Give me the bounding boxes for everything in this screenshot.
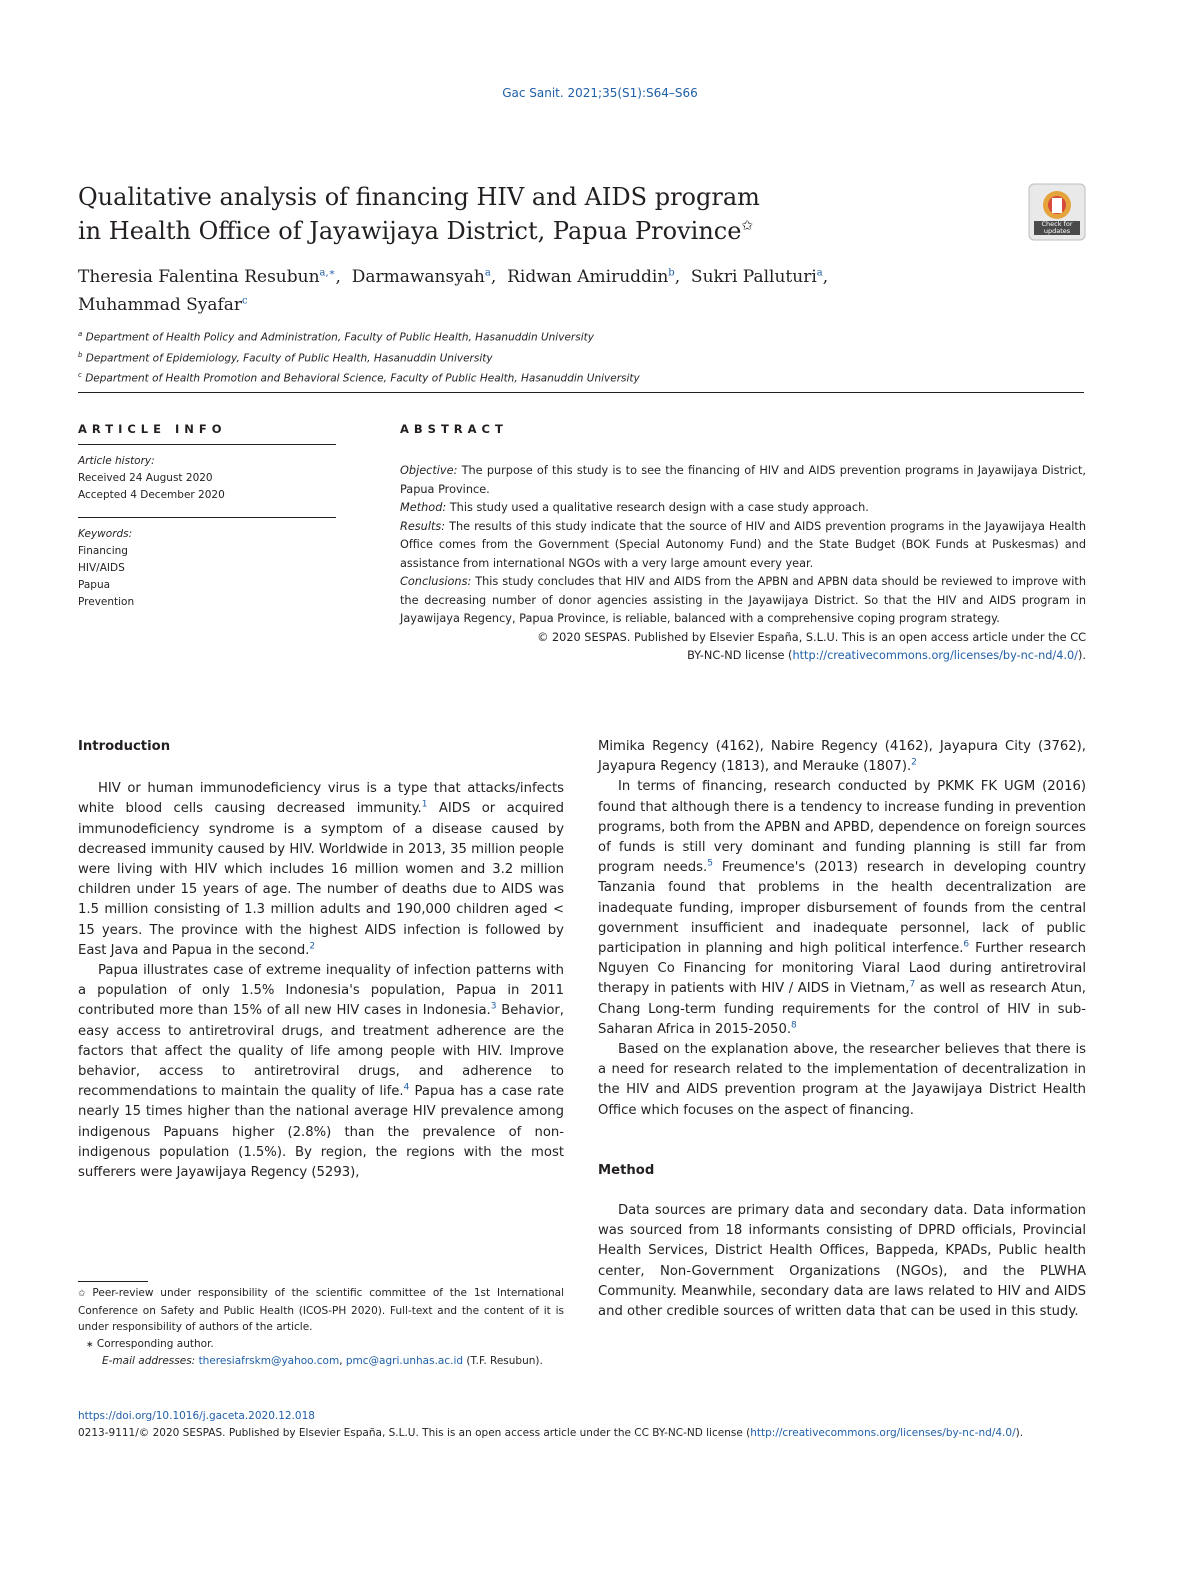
abstract-results: Results: The results of this study indicate that the source of HIV and AIDS prevention programs in the Jayawijaya Health Office comes from the Government (Special Autonomy Fund) and the State Budget (BOK Funds at Puskesmas) and assistance from international NGOs with a very large amount every year. <box>400 519 1086 570</box>
intro-paragraph-2-continued: Mimika Regency (4162), Nabire Regency (4162), Jayapura City (3762), Jayapura Regency (1813), and Merauke (1807).$^2$ <box>598 739 1086 775</box>
keywords <box>78 526 336 611</box>
affiliations <box>78 326 1078 388</box>
article-info-panel <box>78 422 336 611</box>
keywords-divider <box>78 517 336 518</box>
abstract-heading: ABSTRACT <box>400 422 508 436</box>
title-block <box>78 180 998 248</box>
header-divider <box>78 392 1084 393</box>
abstract-panel <box>400 422 1086 666</box>
affiliation-a: $^a$ Department of Health Policy and Administration, Faculty of Public Health, Hasanuddin University <box>78 330 594 344</box>
method-heading: Method <box>598 1162 655 1178</box>
footer-license-link[interactable]: http://creativecommons.org/licenses/by-nc-nd/4.0/ <box>750 1426 1016 1439</box>
accepted-date: Accepted 4 December 2020 <box>78 489 225 501</box>
email-link-2[interactable]: pmc@agri.unhas.ac.id <box>345 1355 464 1367</box>
abstract-objective: Objective: The purpose of this study is to see the financing of HIV and AIDS prevention programs in Jayawijaya District, Papua Province. <box>400 464 1086 496</box>
abstract-method: Method: This study used a qualitative research design with a case study approach. <box>400 501 869 514</box>
citation-link[interactable]: 7 <box>909 980 916 991</box>
article-history <box>78 453 336 504</box>
journal-reference[interactable]: Gac Sanit. 2021;35(S1):S64–S66 <box>502 86 698 100</box>
keyword-item: Financing <box>78 545 128 557</box>
page-footer <box>78 1408 1086 1441</box>
article-info-heading: ARTICLE INFO <box>78 422 227 436</box>
title-line-2: in Health Office of Jayawijaya District, Papua Province <box>78 217 742 245</box>
keyword-item: Prevention <box>78 596 135 608</box>
citation-link[interactable]: 8 <box>791 1020 797 1031</box>
title-line-1: Qualitative analysis of financing HIV and AIDS program <box>78 183 760 211</box>
history-label: Article history: <box>78 455 155 467</box>
paper-title <box>78 180 998 248</box>
license-link[interactable]: http://creativecommons.org/licenses/by-nc-nd/4.0/ <box>792 649 1078 662</box>
footnote-corresponding: ∗ Corresponding author. <box>86 1337 214 1350</box>
citation-link[interactable]: 1 <box>421 800 428 811</box>
citation-link[interactable]: 5 <box>707 858 713 869</box>
crossmark-label: Check for updates <box>1041 220 1073 235</box>
author-4[interactable]: Sukri Palluturi$^a$, <box>690 267 829 287</box>
intro-paragraph-3: In terms of financing, research conducted by PKMK FK UGM (2016) found that although there is a tendency to increase funding in prevention programs, both from the APBN and APBD, dependence on foreign sources of funds is still very dominant and funding planning is still far from program needs.$^5$ Freumence's (2013) research in developing country Tanzania found that problems in the health decentralization are inadequate funding, improper disbursement of founds from the central government insufficient and inadequate personnel, lack of public participation in planning and high political interfence.$^6$ Further research Nguyen Co Financing for monitoring Viaral Laod during antiretroviral therapy in patients with HIV / AIDS in Vietnam,$^7$ as well as research Atun, Chang Long-term funding requirements for the control of HIV in sub-Saharan Africa in 2015-2050.$^8$ <box>598 779 1086 1037</box>
citation-link[interactable]: 2 <box>911 757 917 768</box>
received-date: Received 24 August 2020 <box>78 472 213 484</box>
citation-link[interactable]: 4 <box>403 1082 410 1093</box>
abstract-conclusions: Conclusions: This study concludes that HIV and AIDS from the APBN and APBN data should be reviewed to improve with the decreasing number of donor agencies assisting in the Jayawijaya District. So that the HIV and AIDS program in Jayawijaya Regency, Papua Province, is reliable, balanced with a comprehensive coping program strategy. <box>400 575 1087 625</box>
intro-paragraph-1: HIV or human immunodeficiency virus is a type that attacks/infects white blood cells causing decreased immunity.$^1$ AIDS or acquired immunodeficiency syndrome is a symptom of a disease caused by decreased immunity caused by HIV. Worldwide in 2013, 35 million people were living with HIV which includes 16 million women and 3.2 million children under 15 years of age. The number of deaths due to AIDS was 1.5 million consisting of 1.3 million adults and 190,000 children aged < 15 years. The province with the highest AIDS infection is followed by East Java and Papua in the second.$^2$ <box>78 781 564 958</box>
keyword-item: HIV/AIDS <box>78 562 125 574</box>
abstract-body <box>400 462 1086 666</box>
keywords-label: Keywords: <box>78 528 133 540</box>
author-2[interactable]: Darmawansyah$^a$, <box>351 267 497 287</box>
author-1[interactable]: Theresia Falentina Resubun$^{a,∗}$, <box>78 267 341 287</box>
footnote-emails: E-mail addresses: theresiafrskm@yahoo.com, pmc@agri.unhas.ac.id (T.F. Resubun). <box>102 1355 543 1367</box>
citation-link[interactable]: 3 <box>490 1002 497 1013</box>
issn-license-line: 0213-9111/© 2020 SESPAS. Published by Elsevier España, S.L.U. This is an open access article under the CC BY-NC-ND license (http://creativecommons.org/licenses/by-nc-nd/4.0/). <box>78 1426 1024 1439</box>
author-list <box>78 263 1078 319</box>
title-star-mark[interactable]: ✩ <box>741 218 754 234</box>
author-3[interactable]: Ridwan Amiruddin$^b$, <box>507 267 681 287</box>
method-paragraph-1: Data sources are primary data and secondary data. Data information was sourced from 18 informants consisting of DPRD officials, Provincial Health Services, District Health Offices, Bappeda, KPADs, Public health center, Non-Government Organizations (NGOs), and the PLWHA Community. Meanwhile, secondary data are laws related to HIV and AIDS and other credible sources of written data that can be used in this study. <box>598 1203 1086 1320</box>
citation-link[interactable]: 2 <box>309 941 316 952</box>
author-5[interactable]: Muhammad Syafar$^c$ <box>78 295 248 315</box>
right-column <box>598 737 1086 1322</box>
article-info-divider <box>78 444 336 445</box>
affiliation-b: $^b$ Department of Epidemiology, Faculty of Public Health, Hasanuddin University <box>78 350 493 364</box>
affiliation-c: $^c$ Department of Health Promotion and Behavioral Science, Faculty of Public Health, Hasanuddin University <box>78 371 640 385</box>
email-link-1[interactable]: theresiafrskm@yahoo.com <box>198 1355 340 1367</box>
intro-paragraph-4: Based on the explanation above, the researcher believes that there is a need for research related to the implementation of decentralization in the HIV and AIDS prevention program at the Jayawijaya District Health Office which focuses on the aspect of financing. <box>598 1042 1086 1118</box>
left-column <box>78 737 564 1183</box>
doi-link[interactable]: https://doi.org/10.1016/j.gaceta.2020.12.018 <box>78 1410 315 1422</box>
introduction-heading: Introduction <box>78 739 171 754</box>
crossmark-badge[interactable] <box>1028 183 1086 241</box>
intro-paragraph-2: Papua illustrates case of extreme inequality of infection patterns with a population of only 1.5% Indonesia's population, Papua in 2011 contributed more than 15% of all new HIV cases in Indonesia.$^3$ Behavior, easy access to antiretroviral drugs, and treatment adherence are the factors that affect the quality of life among people with HIV. Improve behavior, access to antiretroviral drugs, and adherence to recommendations to maintain the quality of life.$^4$ Papua has a case rate nearly 15 times higher than the national average HIV prevalence among indigenous Papuans higher (2.8%) than the prevalence of non-indigenous population (1.5%). By region, the regions with the most sufferers were Jayawijaya Regency (5293), <box>78 963 564 1181</box>
footnote-divider <box>78 1281 148 1282</box>
citation-link[interactable]: 6 <box>963 939 970 950</box>
abstract-copyright: © 2020 SESPAS. Published by Elsevier España, S.L.U. This is an open access article under the CC BY-NC-ND license (http://creativecommons.org/licenses/by-nc-nd/4.0/). <box>537 630 1086 662</box>
footnote-peer-review: ✩ Peer-review under responsibility of the scientific committee of the 1st International Conference on Safety and Public Health (ICOS-PH 2020). Full-text and the content of it is under responsibility of authors of the article. <box>78 1287 565 1333</box>
keyword-item: Papua <box>78 579 111 591</box>
footnotes <box>78 1285 564 1370</box>
